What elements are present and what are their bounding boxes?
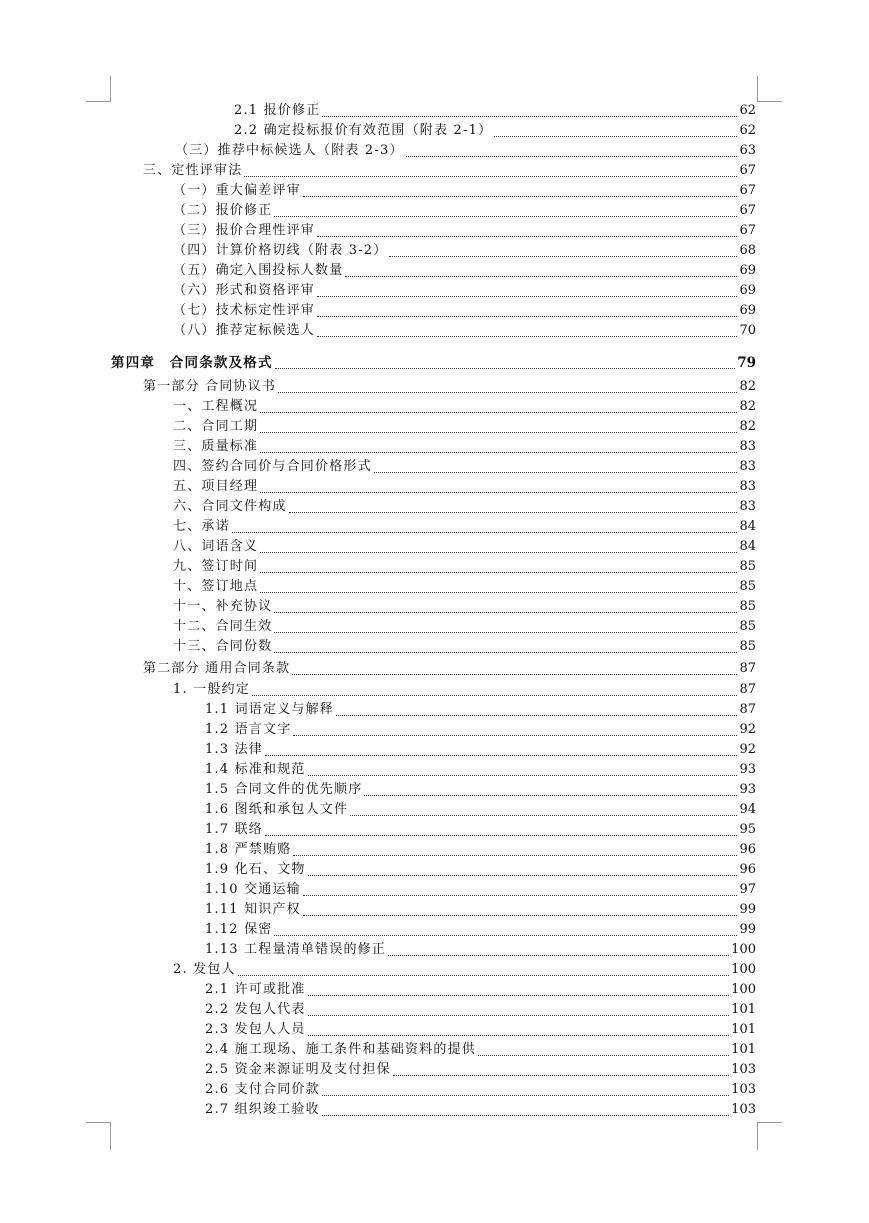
dot-leader <box>406 155 738 157</box>
toc-entry-page-number: 62 <box>739 123 756 138</box>
toc-entry[interactable] <box>173 637 756 657</box>
toc-entry-page-number: 69 <box>739 263 756 278</box>
toc-entry[interactable] <box>205 860 756 880</box>
toc-entry[interactable] <box>173 477 756 497</box>
toc-entry-title: 七、承诺 <box>173 519 230 534</box>
toc-entry-title: 1.10 交通运输 <box>205 882 301 897</box>
toc-entry-page-number: 83 <box>739 439 756 454</box>
toc-entry-page-number: 92 <box>739 742 756 757</box>
dot-leader <box>274 934 737 936</box>
toc-entry[interactable] <box>205 760 756 780</box>
dot-leader <box>317 295 737 297</box>
toc-entry-title: 十、签订地点 <box>173 579 259 594</box>
toc-entry-page-number: 87 <box>739 682 756 697</box>
toc-entry-title: （七）技术标定性评审 <box>173 303 316 318</box>
dot-leader <box>252 694 738 696</box>
toc-entry-title: 1.6 图纸和承包人文件 <box>205 802 349 817</box>
toc-entry-page-number: 82 <box>739 399 756 414</box>
toc-entry-page-number: 103 <box>731 1062 756 1077</box>
toc-entry[interactable] <box>173 221 756 241</box>
toc-entry-title: 1.9 化石、文物 <box>205 862 306 877</box>
dot-leader <box>232 531 738 533</box>
toc-entry[interactable] <box>205 900 756 920</box>
toc-entry[interactable] <box>205 1100 756 1120</box>
toc-entry-page-number: 101 <box>731 1002 756 1017</box>
dot-leader <box>322 1094 729 1096</box>
toc-entry-page-number: 85 <box>739 639 756 654</box>
toc-entry-title: 1.2 语言文字 <box>205 722 292 737</box>
toc-entry-page-number: 96 <box>739 842 756 857</box>
toc-entry-page-number: 67 <box>739 163 756 178</box>
toc-entry[interactable] <box>205 720 756 740</box>
toc-entry-page-number: 69 <box>739 303 756 318</box>
toc-entry[interactable] <box>173 497 756 517</box>
toc-entry[interactable] <box>205 800 756 820</box>
toc-entry-title: 2. 发包人 <box>173 962 236 977</box>
dot-leader <box>478 1054 729 1056</box>
toc-entry-page-number: 62 <box>739 103 756 118</box>
toc-entry-title: （四）计算价格切线（附表 3-2） <box>173 243 388 258</box>
dot-leader <box>274 611 737 613</box>
toc-entry-title: 二、合同工期 <box>173 419 259 434</box>
toc-entry[interactable] <box>173 557 756 577</box>
toc-entry[interactable] <box>205 1000 756 1020</box>
toc-entry-page-number: 68 <box>739 243 756 258</box>
dot-leader <box>260 491 737 493</box>
toc-entry[interactable] <box>205 820 756 840</box>
dot-leader <box>274 651 737 653</box>
toc-entry-title: 2.4 施工现场、施工条件和基础资料的提供 <box>205 1042 477 1057</box>
toc-entry[interactable] <box>143 659 756 679</box>
toc-entry-title: 十二、合同生效 <box>173 619 273 634</box>
toc-entry[interactable] <box>173 321 756 341</box>
dot-leader <box>308 774 738 776</box>
dot-leader <box>274 631 737 633</box>
toc-entry-page-number: 87 <box>739 661 756 676</box>
toc-entry-title: （二）报价修正 <box>173 203 273 218</box>
toc-entry[interactable] <box>205 1020 756 1040</box>
toc-entry-title: 2.2 确定投标报价有效范围（附表 2-1） <box>234 123 493 138</box>
toc-entry-page-number: 67 <box>739 223 756 238</box>
toc-entry[interactable] <box>173 577 756 597</box>
toc-entry-title: 五、项目经理 <box>173 479 259 494</box>
toc-entry[interactable] <box>205 940 756 960</box>
toc-entry-page-number: 100 <box>731 962 756 977</box>
dot-leader <box>275 367 736 369</box>
dot-leader <box>308 1034 730 1036</box>
toc-entry-title: 六、合同文件构成 <box>173 499 287 514</box>
toc-entry-title: 2.1 报价修正 <box>234 103 321 118</box>
toc-entry-title: 1.3 法律 <box>205 742 264 757</box>
dot-leader <box>293 734 737 736</box>
toc-entry-title: 八、词语含义 <box>173 539 259 554</box>
toc-entry[interactable] <box>205 880 756 900</box>
toc-entry-page-number: 67 <box>739 203 756 218</box>
toc-entry[interactable] <box>173 397 756 417</box>
toc-entry-title: 2.2 发包人代表 <box>205 1002 306 1017</box>
toc-entry[interactable] <box>234 101 756 121</box>
toc-entry-page-number: 103 <box>731 1082 756 1097</box>
toc-entry-title: （八）推荐定标候选人 <box>173 323 316 338</box>
dot-leader <box>293 854 737 856</box>
toc-entry-page-number: 85 <box>739 579 756 594</box>
toc-entry[interactable] <box>173 457 756 477</box>
dot-leader <box>308 1014 730 1016</box>
toc-entry-page-number: 69 <box>739 283 756 298</box>
dot-leader <box>322 1114 729 1116</box>
toc-entry-page-number: 101 <box>731 1042 756 1057</box>
toc-entry-page-number: 100 <box>731 942 756 957</box>
toc-entry-page-number: 70 <box>739 323 756 338</box>
toc-entry[interactable] <box>205 780 756 800</box>
toc-entry[interactable] <box>205 1060 756 1080</box>
toc-entry-page-number: 96 <box>739 862 756 877</box>
dot-leader <box>244 175 737 177</box>
dot-leader <box>345 275 737 277</box>
toc-entry[interactable] <box>173 680 756 700</box>
dot-leader <box>260 591 737 593</box>
dot-leader <box>292 673 737 675</box>
toc-entry-title: 1. 一般约定 <box>173 682 250 697</box>
toc-entry-page-number: 85 <box>739 619 756 634</box>
toc-entry-page-number: 93 <box>739 782 756 797</box>
toc-entry[interactable] <box>173 281 756 301</box>
toc-entry-title: 2.5 资金来源证明及支付担保 <box>205 1062 391 1077</box>
dot-leader <box>308 994 730 996</box>
toc-entry[interactable] <box>173 201 756 221</box>
toc-entry-title: （一）重大偏差评审 <box>173 183 301 198</box>
toc-entry-title: 2.7 组织竣工验收 <box>205 1102 320 1117</box>
toc-entry-page-number: 100 <box>731 982 756 997</box>
toc-entry[interactable] <box>205 920 756 940</box>
toc-entry-title: （三）报价合理性评审 <box>173 223 316 238</box>
toc-entry-page-number: 82 <box>739 419 756 434</box>
toc-entry-title: 2.1 许可或批准 <box>205 982 306 997</box>
toc-entry-page-number: 97 <box>739 882 756 897</box>
dot-leader <box>308 874 738 876</box>
toc-entry[interactable] <box>173 241 756 261</box>
dot-leader <box>317 335 737 337</box>
toc-entry[interactable] <box>173 417 756 437</box>
toc-entry-page-number: 99 <box>739 922 756 937</box>
toc-entry-page-number: 83 <box>739 499 756 514</box>
toc-entry[interactable] <box>173 181 756 201</box>
toc-entry-page-number: 67 <box>739 183 756 198</box>
toc-entry-title: 1.1 词语定义与解释 <box>205 702 335 717</box>
dot-leader <box>260 431 737 433</box>
toc-entry[interactable] <box>205 740 756 760</box>
toc-entry-title: 第二部分 通用合同条款 <box>143 661 291 676</box>
toc-entry-title: 第一部分 合同协议书 <box>143 379 277 394</box>
toc-entry[interactable] <box>173 617 756 637</box>
toc-entry-title: 九、签订时间 <box>173 559 259 574</box>
toc-entry-page-number: 63 <box>739 143 756 158</box>
toc-entry[interactable] <box>173 437 756 457</box>
dot-leader <box>238 974 729 976</box>
dot-leader <box>336 714 737 716</box>
toc-entry-title: 十三、合同份数 <box>173 639 273 654</box>
dot-leader <box>393 1074 729 1076</box>
toc-entry[interactable] <box>173 597 756 617</box>
toc-entry-title: 1.7 联络 <box>205 822 264 837</box>
toc-entry-title: 十一、补充协议 <box>173 599 273 614</box>
toc-entry-page-number: 82 <box>739 379 756 394</box>
dot-leader <box>303 195 738 197</box>
toc-entry-title: 1.5 合同文件的优先顺序 <box>205 782 363 797</box>
toc-entry-title: 第四章 合同条款及格式 <box>111 355 273 371</box>
toc-entry-title: 1.12 保密 <box>205 922 273 937</box>
toc-entry[interactable] <box>205 1040 756 1060</box>
toc-entry-title: 三、定性评审法 <box>143 163 243 178</box>
toc-entry[interactable] <box>143 377 756 397</box>
toc-entry-title: 四、签约合同价与合同价格形式 <box>173 459 372 474</box>
toc-entry[interactable] <box>111 353 756 373</box>
toc-entry[interactable] <box>205 980 756 1000</box>
dot-leader <box>260 411 737 413</box>
dot-leader <box>260 571 737 573</box>
dot-leader <box>364 794 737 796</box>
dot-leader <box>388 954 729 956</box>
toc-entry[interactable] <box>143 161 756 181</box>
toc-entry-page-number: 85 <box>739 559 756 574</box>
dot-leader <box>260 451 737 453</box>
dot-leader <box>494 135 737 137</box>
dot-leader <box>265 754 737 756</box>
toc-entry[interactable] <box>173 537 756 557</box>
toc-entry-title: 2.3 发包人人员 <box>205 1022 306 1037</box>
toc-entry-page-number: 84 <box>739 539 756 554</box>
toc-entry-title: （六）形式和资格评审 <box>173 283 316 298</box>
toc-entry-title: （三）推荐中标候选人（附表 2-3） <box>175 143 404 158</box>
toc-entry-title: 1.11 知识产权 <box>205 902 301 917</box>
toc-entry-page-number: 87 <box>739 702 756 717</box>
toc-entry[interactable] <box>173 960 756 980</box>
toc-entry-page-number: 94 <box>739 802 756 817</box>
toc-entry-page-number: 83 <box>739 479 756 494</box>
toc-entry-title: 1.4 标准和规范 <box>205 762 306 777</box>
toc-entry[interactable] <box>205 700 756 720</box>
toc-entry[interactable] <box>175 141 756 161</box>
toc-entry-title: 2.6 支付合同价款 <box>205 1082 320 1097</box>
toc-entry[interactable] <box>173 301 756 321</box>
dot-leader <box>374 471 738 473</box>
toc-entry-page-number: 92 <box>739 722 756 737</box>
toc-entry[interactable] <box>173 261 756 281</box>
toc-entry-page-number: 84 <box>739 519 756 534</box>
dot-leader <box>317 315 737 317</box>
dot-leader <box>303 914 738 916</box>
toc-entry[interactable] <box>173 517 756 537</box>
dot-leader <box>322 115 737 117</box>
dot-leader <box>303 894 738 896</box>
toc-entry[interactable] <box>205 1080 756 1100</box>
toc-entry-title: （五）确定入围投标人数量 <box>173 263 344 278</box>
toc-entry[interactable] <box>234 121 756 141</box>
toc-entry-page-number: 103 <box>731 1102 756 1117</box>
toc-entry-title: 三、质量标准 <box>173 439 259 454</box>
toc-entry-title: 1.8 严禁贿赂 <box>205 842 292 857</box>
dot-leader <box>260 551 737 553</box>
dot-leader <box>317 235 737 237</box>
dot-leader <box>389 255 737 257</box>
dot-leader <box>274 215 737 217</box>
dot-leader <box>278 391 737 393</box>
toc-entry-page-number: 99 <box>739 902 756 917</box>
dot-leader <box>289 511 738 513</box>
toc-entry-page-number: 83 <box>739 459 756 474</box>
toc-entry-title: 一、工程概况 <box>173 399 259 414</box>
dot-leader <box>265 834 737 836</box>
toc-entry-page-number: 85 <box>739 599 756 614</box>
toc-entry-title: 1.13 工程量清单错误的修正 <box>205 942 387 957</box>
dot-leader <box>350 814 737 816</box>
toc-entry-page-number: 79 <box>737 355 756 371</box>
toc-entry-page-number: 101 <box>731 1022 756 1037</box>
toc-entry[interactable] <box>205 840 756 860</box>
toc-entry-page-number: 93 <box>739 762 756 777</box>
toc-entry-page-number: 95 <box>739 822 756 837</box>
